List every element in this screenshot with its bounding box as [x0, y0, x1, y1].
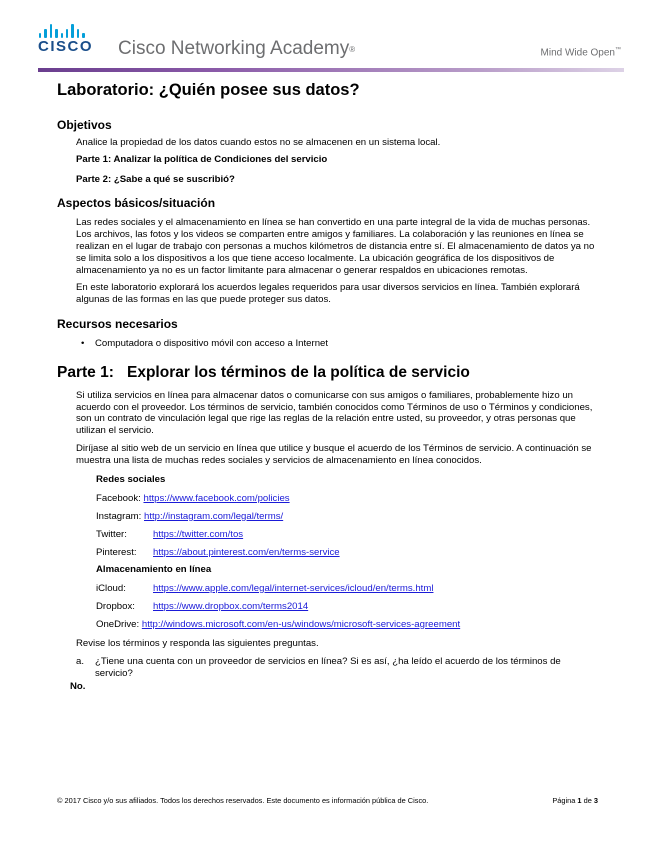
link-row-pinterest: Pinterest: https://about.pinterest.com/en/terms-service	[96, 546, 340, 558]
dropbox-link[interactable]: https://www.dropbox.com/terms2014	[153, 600, 309, 612]
aspectos-paragraph-2: En este laboratorio explorará los acuerdos legales requeridos para usar diversos servicios en línea. También explorará algunas de las formas en las que puede proteger sus datos.	[76, 282, 580, 306]
answer-a: No.	[70, 680, 86, 692]
instagram-link[interactable]: http://instagram.com/legal/terms/	[144, 510, 284, 522]
header-divider	[38, 68, 624, 72]
footer-page-number: Página 1 de 3	[552, 796, 598, 805]
icloud-link[interactable]: https://www.apple.com/legal/internet-services/icloud/en/terms.html	[153, 582, 434, 594]
heading-parte1: Parte 1: Explorar los términos de la política de servicio	[57, 363, 470, 381]
parte1-paragraph-1: Si utiliza servicios en línea para almacenar datos o comunicarse con sus amigos o familiares, probablemente hizo un acuerdo con el proveedor. Los términos de servicio, también conocidos como Términos de uso o Términos y condiciones, son un contrato de vinculación legal que rige las reglas de la relación entre usted, su proveedor, y otras personas que utilizan el servicio.	[76, 389, 593, 437]
document-body	[57, 80, 602, 693]
link-row-twitter: Twitter: https://twitter.com/tos	[96, 528, 244, 540]
facebook-link[interactable]: https://www.facebook.com/policies	[143, 492, 290, 504]
page-header	[0, 0, 655, 72]
question-a-marker: a.	[76, 656, 85, 668]
question-a-text: ¿Tiene una cuenta con un proveedor de servicios en línea? Si es así, ¿ha leído el acuerdo de los términos de servicio?	[95, 656, 561, 680]
almacenamiento-heading: Almacenamiento en línea	[96, 563, 212, 575]
cisco-logo	[38, 24, 108, 54]
objetivos-part2: Parte 2: ¿Sabe a qué se suscribió?	[76, 173, 235, 185]
link-row-facebook: Facebook: https://www.facebook.com/policies	[96, 492, 290, 504]
heading-recursos: Recursos necesarios	[57, 316, 178, 331]
document-title: Laboratorio: ¿Quién posee sus datos?	[57, 81, 360, 99]
objetivos-part1: Parte 1: Analizar la política de Condiciones del servicio	[76, 153, 328, 165]
page-footer	[57, 796, 598, 806]
heading-objetivos: Objetivos	[57, 118, 112, 132]
cisco-bars-icon	[39, 24, 108, 38]
footer-copyright: © 2017 Cisco y/o sus afiliados. Todos los derechos reservados. Este documento es información pública de Cisco.	[57, 796, 429, 805]
pinterest-link[interactable]: https://about.pinterest.com/en/terms-service	[153, 546, 340, 558]
redes-heading: Redes sociales	[96, 473, 166, 485]
parte1-instruction: Revise los términos y responda las siguientes preguntas.	[76, 637, 319, 649]
onedrive-link[interactable]: http://windows.microsoft.com/en-us/windows/microsoft-services-agreement	[141, 618, 461, 630]
question-a	[76, 656, 595, 680]
recursos-item: • Computadora o dispositivo móvil con acceso a Internet	[95, 338, 602, 350]
aspectos-paragraph-1: Las redes sociales y el almacenamiento en línea se han convertido en una parte integral de la vida de muchas personas. Los archivos, las fotos y los videos se comparten entre amigos y familiares. La colaboración y las reuniones en línea se realizan en el lugar de trabajo con personas a muchos kilómetros de distancia entre sí. El almacenamiento de datos ya no se limita solo a los dispositivos a los que tiene acceso localmente. La ubicación geográfica de los dispositivos de almacenamiento ya no es un factor limitante para almacenar o generar respaldos en ubicaciones remotas.	[76, 217, 595, 276]
link-row-instagram: Instagram: http://instagram.com/legal/terms/	[96, 510, 284, 522]
parte1-paragraph-2: Diríjase al sitio web de un servicio en línea que utilice y busque el acuerdo de los Términos de servicio. A continuación se muestra una lista de muchas redes sociales y servicios de almacenamiento en línea conocidos.	[76, 442, 592, 466]
cisco-wordmark: CISCO	[38, 38, 94, 55]
link-row-dropbox: Dropbox: https://www.dropbox.com/terms2014	[96, 600, 309, 612]
heading-aspectos: Aspectos básicos/situación	[57, 196, 216, 211]
academy-name: Cisco Networking Academy®	[118, 38, 356, 59]
twitter-link[interactable]: https://twitter.com/tos	[153, 528, 244, 540]
link-row-onedrive: OneDrive: http://windows.microsoft.com/en-us/windows/microsoft-services-agreement	[96, 618, 461, 630]
link-row-icloud: iCloud: https://www.apple.com/legal/internet-services/icloud/en/terms.html	[96, 582, 434, 594]
objetivos-intro: Analice la propiedad de los datos cuando estos no se almacenen en un sistema local.	[76, 137, 441, 148]
tagline: Mind Wide Open™	[540, 47, 621, 59]
